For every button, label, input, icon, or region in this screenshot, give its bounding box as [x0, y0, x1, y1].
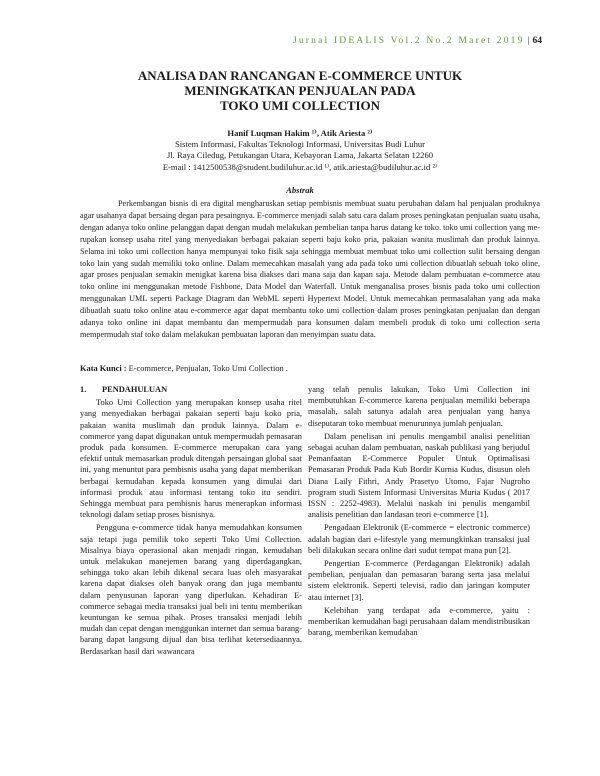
- abstract-body: [80, 198, 540, 341]
- section-number: 1.: [80, 385, 87, 394]
- keywords: [80, 364, 540, 373]
- email: E-mail : 1412500538@student.budiluhur.ac.id ¹⁾, atik.ariesta@budiluhur.ac.id ²⁾: [162, 161, 438, 172]
- author-block: [60, 128, 540, 173]
- affiliation: Sistem Informasi, Fakultas Teknologi Informasi, Universitas Budi Luhur: [174, 139, 426, 150]
- page-number: 64: [532, 36, 542, 46]
- keywords-text: E-commerce, Penjualan, Toko Umi Collection .: [128, 364, 288, 373]
- paragraph: Pengadaan Elektronik (E-commerce = electronic commerce) adalah bagian dari e-lifestyle yang memungkinkan transaksi jual beli dilakukan secara online dari sudut tempat mana pun [2].: [308, 523, 530, 555]
- running-header: [293, 36, 542, 46]
- title-line-1: ANALISA DAN RANCANGAN E-COMMERCE UNTUK: [137, 68, 463, 83]
- paragraph: yang telah penulis lakukan, Toko Umi Collection ini membutuhkan E-commerce karena penjualan memiliki beberapa masalah, salah satunya adalah area penjualan yang hanya diseputaran toko membuat menurunnya jumlah penjualan.: [308, 385, 530, 428]
- address: Jl. Raya Ciledug, Petukangan Utara, Kebayoran Lama, Jakarta Selatan 12260: [166, 150, 434, 161]
- paper-title: [60, 68, 540, 113]
- paragraph: Pengguna e-commerce tidak hanya memudahkan konsumen saja tetapi juga pemilik toko seperti Toko Umi Collection. Misalnya biaya operasional akan menjadi ringan, kemudahan untuk melakukan manejemen barang yang diperdagangkan, sehingga toko akan lebih dikenal secara luas oleh masyarakat karena dapat diakses oleh banyak orang dan juga membantu dalam penyusunan laporan yang diperlukan. Kehadiran E-commerce sebagai media transaksi jual beli ini tentu memberikan keuntungan ke semua pihak. Proses transaksi menjadi lebih mudah dan cepat dengan menggunkan internet dan semua barang-barang dapat langsung dijual dan bisa terlihat ketersediaannya. Berdasarkan hasil dari wawancara: [80, 523, 302, 656]
- abstract-heading: Abstrak: [286, 185, 314, 195]
- title-line-2: MENINGKATKAN PENJUALAN PADA: [184, 83, 416, 98]
- section-title: PENDAHULUAN: [102, 385, 168, 394]
- keywords-label: Kata Kunci :: [80, 364, 127, 373]
- paragraph: Dalam penelisan ini penulis mengambil analisi penelitian sebagai acuhan dalam pembuatan, naskah publikasi yang berjudul Pemanfaatan E-Commerce Populer Untuk Optimalisasi Pemasaran Produk Pada Kub Bordir Kurnia Kudus, disusun oleh Diana Laily Fithri, Andy Prasetyo Utomo, Fajar Nugroho program studi Sistem Informasi Universitas Muria Kudus ( 2017 ISSN : 2252-4983). Melalui naskah ini penulis mengambil analisis penelitian dan landasan teori e-commerce [1].: [308, 431, 530, 520]
- paragraph: Toko Umi Collection yang merupakan konsep usaha ritel yang menyediakan berbagai pakaian seperti baju koko pria, pakaian wanita muslimah dan produk lainnya. Dalam e-commerce yang dapat digunakan untuk mempermudah pemasaran produk pada konsumen. E-commerce merupakan cara yang efektif untuk memasarkan produk ditengah persaingan global saat ini, yang menuntut para pembisnis usaha yang dapat memberikan berbagai kemudahan kepada konsumen yang dimulai dari informasi produk atau informasi tentang toko itu sendiri. Sehingga membuat para pembisnis harus menerapkan informasi teknologi dalam setiap proses bisnisnya.: [80, 398, 302, 520]
- author-names: Hanif Luqman Hakim ¹⁾, Atik Ariesta ²⁾: [227, 128, 373, 138]
- title-line-3: TOKO UMI COLLECTION: [219, 98, 381, 113]
- right-column: [308, 384, 530, 640]
- abstract-text: Perkembangan bisnis di era digital mengharuskan setiap pembisnis membuat suatu perubahan dalam hal penjualan produknya agar usahanya dapat bersaing degan para pesaingnya. E-commerce menjadi salah satu cara dalam proses peningkatan penjualan suatu usaha, dengan adanya toko online pelanggan dapat dengan mudah melakukan pembelian tanpa harus datang ke toko. toko umi collection yang me-rupakan konsep usaha ritel yang menyediakan berbagai pakaian seperti baju koko pria, pakaian wanita muslimah dan produk lainnya. Selama ini toko umi collection hanya mempunyai toko fisik saja sehingga membuat membuat toko umi collection sulit bersaing dengan toko lain yang sudah memiliki toko online. Dalam memecahkan masalah yang ada pada toko umi collection dibuatlah sebuah toko oline, agar proses penjualan semakin menigkat karena bisa diakses dari mana saja dan kapan saja. Metode dalam pembuatan e-commerce atau toko online ini menggunakan metode Fishbone, Data Model dan Waterfall. Untuk menganalisa proses bisnis pada toko umi collection menggunakan UML seperti Package Diagram dan WebML seperti Hypertext Model. Untuk memecahkan permasalahan yang ada maka dibuatlah suatu toko online atau e-commerce agar dapat membantu toko umi collection dalam proses peningkatan penjualan dan dengan adanya toko online ini dapat membantu dan mempermudah para konsumen dalam membeli produk di toko umi collection serta mempermudah staf toko dalam melakukan pembuatan laporan dan menyimpan suatu data.: [80, 199, 540, 339]
- paragraph: Pengertian E-commerce (Perdagangan Elektronik) adalah pembelian, penjualan dan pemasaran barang serta jasa melalui sistem elektronik. Seperti televisi, radio dan jaringan komputer atau internet [3].: [308, 559, 530, 602]
- journal-name: Jurnal IDEALIS Vol.2 No.2 Maret 2019: [292, 36, 525, 46]
- paragraph: Kelebihan yang terdapat ada e-commerce, yaitu : memberikan kemudahan bagi perusahaan dalam mendistribusikan barang, memberikan kemudahan: [308, 605, 530, 638]
- section-heading: [80, 384, 302, 395]
- left-column: [80, 384, 302, 659]
- header-separator: |: [527, 36, 530, 46]
